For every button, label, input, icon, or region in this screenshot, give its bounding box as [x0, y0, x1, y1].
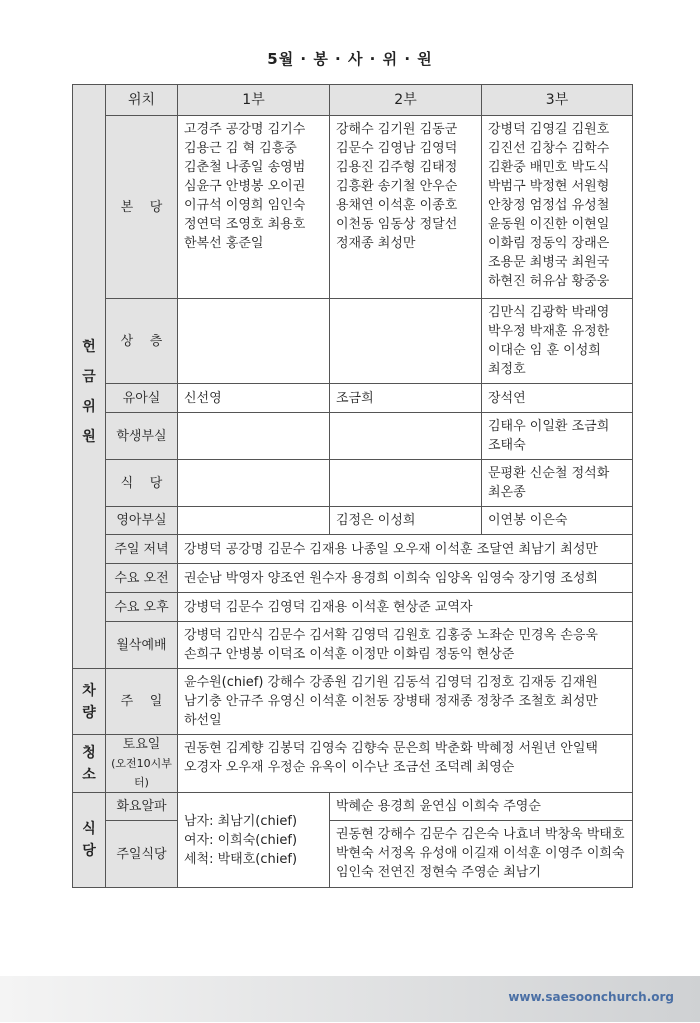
header-row	[73, 85, 633, 116]
header-part2: 2부	[330, 85, 482, 116]
cleaning-saturday-names: 권동현 김계향 김봉덕 김영숙 김향숙 문은희 박춘화 박혜정 서원년 안일택 오경자 오우재 우정순 유옥이 이수난 조금선 조덕례 최영순	[178, 735, 633, 793]
row-label-cleaning-saturday	[106, 735, 178, 793]
baby-room-part3: 이연봉 이은숙	[482, 507, 633, 535]
table-row	[73, 116, 633, 299]
student-room-part1	[178, 413, 330, 460]
table-row	[73, 735, 633, 793]
table-row	[73, 413, 633, 460]
baby-room-part2: 김정은 이성희	[330, 507, 482, 535]
main-hall-part3: 강병덕 김영길 김원호 김진선 김창수 김학수 김환중 배민호 박도식 박범구 박정현 서원형 안창정 엄정섭 유성철 윤동원 이진한 이현일 이화림 정동익 장래은 조용문 최병국 최원국 하현진 허유삼 황중웅	[482, 116, 633, 299]
row-label-infant-room: 유아실	[106, 384, 178, 413]
upper-floor-part1	[178, 299, 330, 384]
table-row	[73, 669, 633, 735]
table-row	[73, 622, 633, 669]
cleaning-day-label: 토요일	[122, 737, 161, 752]
row-label-wed-afternoon: 수요 오후	[106, 593, 178, 622]
row-label-student-room: 학생부실	[106, 413, 178, 460]
table-row	[73, 460, 633, 507]
infant-room-part1: 신선영	[178, 384, 330, 413]
table-row	[73, 535, 633, 564]
page-title: 5월 · 봉 · 사 · 위 · 원	[267, 50, 433, 68]
vehicle-sunday-names: 윤수원(chief) 강해수 강종원 김기원 김동석 김영덕 김정호 김재동 김재원 남기충 안규주 유영신 이석훈 이천동 장병태 정재종 정창주 조철호 최성만 하선일	[178, 669, 633, 735]
table-row	[73, 299, 633, 384]
row-label-main-hall: 본 당	[106, 116, 178, 299]
group-kitchen-label: 식 당	[73, 793, 106, 888]
student-room-part2	[330, 413, 482, 460]
table-row	[73, 384, 633, 413]
row-label-sunday-evening: 주일 저녁	[106, 535, 178, 564]
table-row	[73, 564, 633, 593]
kitchen-staff: 남자: 최남기(chief) 여자: 이희숙(chief) 세척: 박태호(chief)	[178, 793, 330, 888]
church-website-link[interactable]: www.saesoonchurch.org	[508, 990, 674, 1004]
kitchen-tuesday-names: 박혜순 용경희 윤연심 이희숙 주영순	[330, 793, 633, 821]
cleaning-time-label: (오전10시부터)	[111, 757, 172, 789]
row-label-vehicle-sunday: 주 일	[106, 669, 178, 735]
volunteer-roster-table	[72, 84, 633, 888]
row-label-kitchen-tuesday: 화요알파	[106, 793, 178, 821]
group-vehicle-label: 차 량	[73, 669, 106, 735]
table-row	[73, 593, 633, 622]
dining-part1	[178, 460, 330, 507]
group-cleaning-label: 청 소	[73, 735, 106, 793]
infant-room-part2: 조금희	[330, 384, 482, 413]
infant-room-part3: 장석연	[482, 384, 633, 413]
group-offering-label: 헌 금 위 원	[73, 116, 106, 669]
dining-part3: 문평환 신순철 정석화 최온종	[482, 460, 633, 507]
table-row	[73, 507, 633, 535]
baby-room-part1	[178, 507, 330, 535]
row-label-baby-room: 영아부실	[106, 507, 178, 535]
monthly-service-names: 강병덕 김만식 김문수 김서확 김영덕 김원호 김홍중 노좌순 민경옥 손응욱 손희구 안병봉 이덕조 이석훈 이정만 이화림 정동익 현상준	[178, 622, 633, 669]
wed-morning-names: 권순남 박영자 양조연 원수자 용경희 이희숙 임양옥 임영숙 장기영 조성희	[178, 564, 633, 593]
header-position: 위치	[106, 85, 178, 116]
kitchen-sunday-names: 권동현 강해수 김문수 김은숙 나효녀 박창욱 박태호 박현숙 서정옥 유성애 이길재 이석훈 이영주 이희숙 임인숙 전연진 정현숙 주영순 최남기	[330, 821, 633, 888]
main-hall-part1: 고경주 공강명 김기수 김용근 김 혁 김흥중 김춘철 나종일 송영범 심윤구 안병봉 오이권 이규석 이영희 임인숙 정연덕 조영호 최용호 한복선 홍준일	[178, 116, 330, 299]
student-room-part3: 김태우 이일환 조금희 조태숙	[482, 413, 633, 460]
sunday-evening-names: 강병덕 공강명 김문수 김재용 나종일 오우재 이석훈 조달연 최남기 최성만	[178, 535, 633, 564]
row-label-dining: 식 당	[106, 460, 178, 507]
table-row	[73, 821, 633, 888]
upper-floor-part3: 김만식 김광학 박래영 박우정 박재훈 유정한 이대순 임 훈 이성희 최정호	[482, 299, 633, 384]
header-part1: 1부	[178, 85, 330, 116]
wed-afternoon-names: 강병덕 김문수 김영덕 김재용 이석훈 현상준 교역자	[178, 593, 633, 622]
upper-floor-part2	[330, 299, 482, 384]
dining-part2	[330, 460, 482, 507]
footer-band	[0, 976, 700, 1022]
row-label-wed-morning: 수요 오전	[106, 564, 178, 593]
table-row	[73, 793, 633, 821]
row-label-kitchen-sunday: 주일식당	[106, 821, 178, 888]
main-hall-part2: 강해수 김기원 김동군 김문수 김영남 김영덕 김용진 김주형 김태정 김흥환 송기철 안우순 용채연 이석훈 이종호 이천동 임동상 정달선 정재종 최성만	[330, 116, 482, 299]
header-part3: 3부	[482, 85, 633, 116]
row-label-upper-floor: 상 층	[106, 299, 178, 384]
row-label-monthly-service: 월삭예배	[106, 622, 178, 669]
